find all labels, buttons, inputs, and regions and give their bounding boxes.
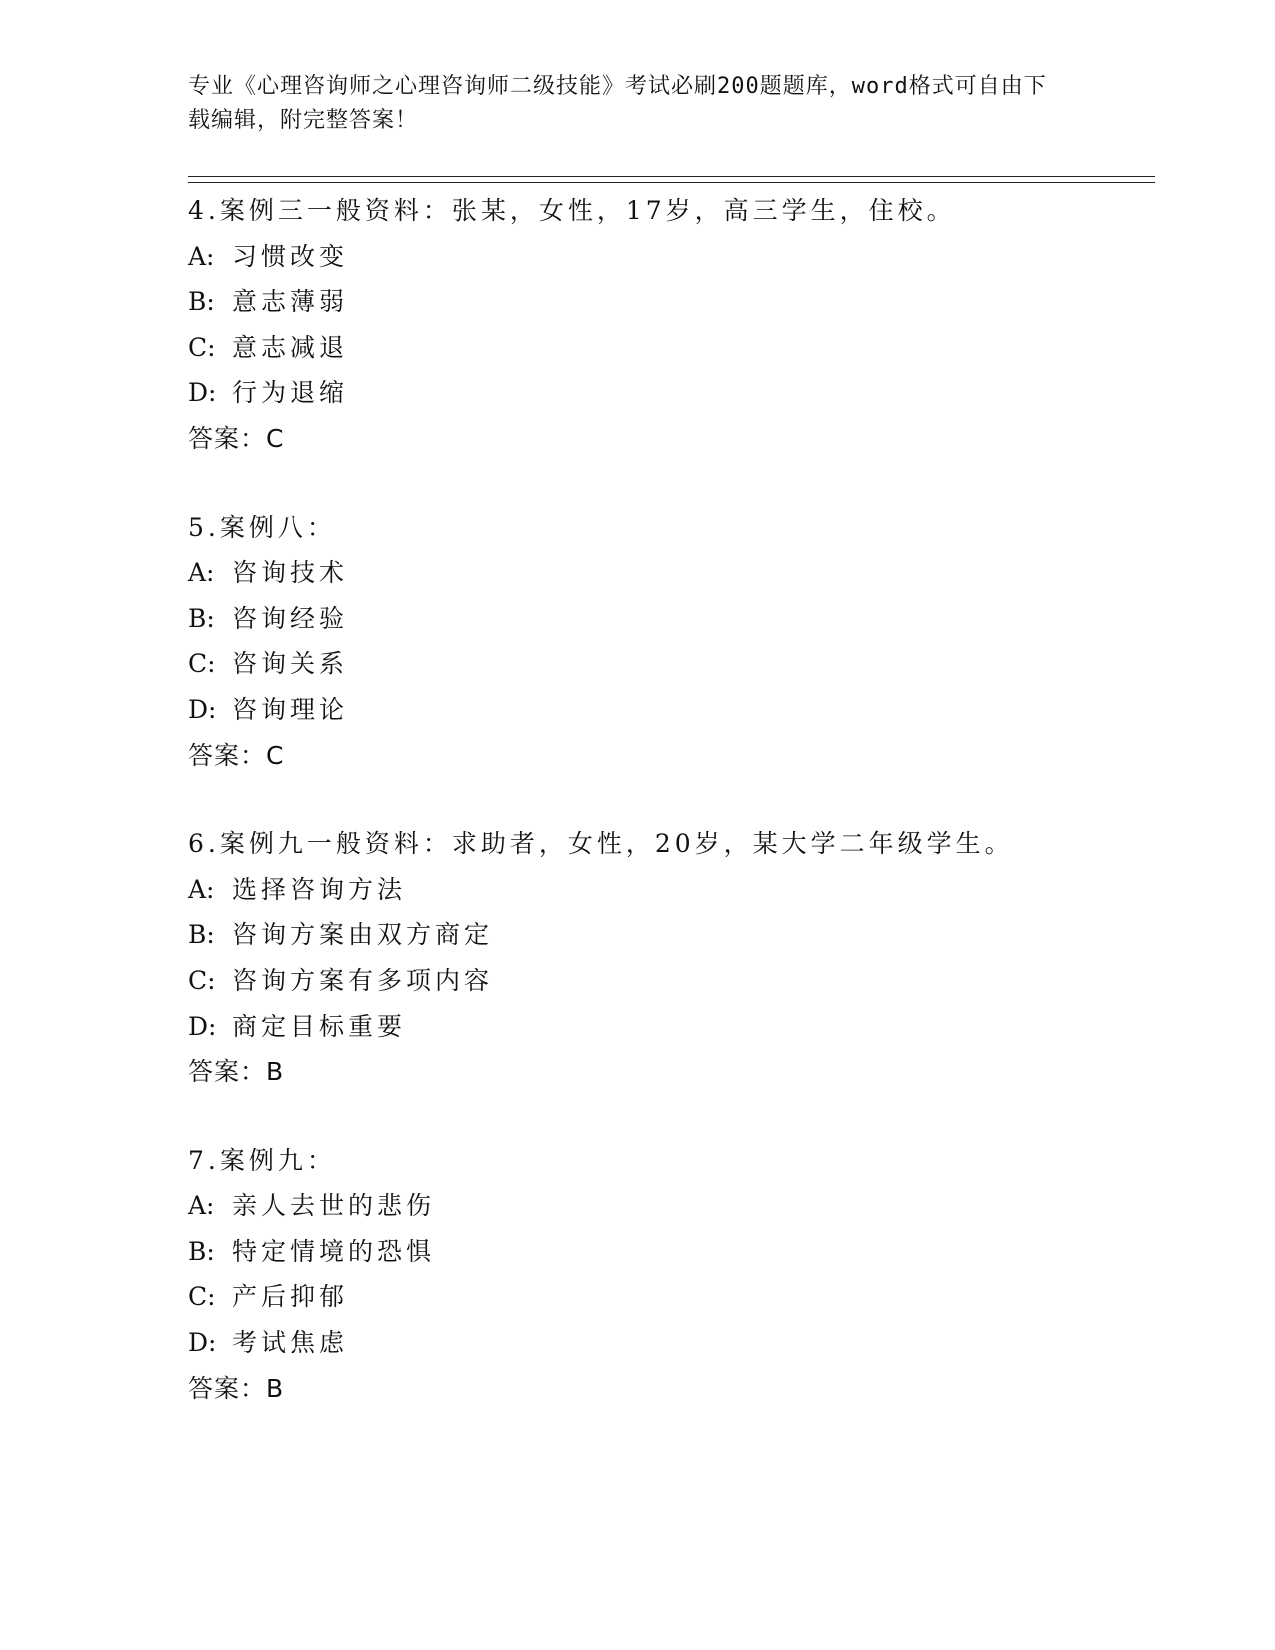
answer-line: 答案：C: [188, 423, 285, 453]
option-a: [188, 550, 1155, 596]
option-b: [188, 279, 1155, 325]
option-letter: B:: [188, 1236, 215, 1266]
option-text: 产后抑郁: [232, 1282, 349, 1312]
option-text: 亲人去世的悲伤: [232, 1191, 436, 1221]
option-d: [188, 370, 1155, 416]
option-text: 选择咨询方法: [232, 874, 407, 904]
document-header-note: 专业《心理咨询师之心理咨询师二级技能》考试必刷200题题库，word格式可自由下载编辑，附完整答案！: [188, 74, 1047, 133]
option-letter: A:: [188, 241, 215, 271]
option-text: 咨询技术: [232, 558, 349, 588]
option-letter: A:: [188, 1191, 215, 1221]
option-b: [188, 912, 1155, 958]
option-c: [188, 1274, 1155, 1320]
option-text: 咨询经验: [232, 603, 349, 633]
option-c: [188, 958, 1155, 1004]
option-letter: A:: [188, 874, 215, 904]
option-text: 意志薄弱: [232, 287, 349, 317]
option-text: 考试焦虑: [232, 1328, 349, 1358]
option-letter: C:: [188, 649, 216, 679]
option-d: [188, 1320, 1155, 1366]
option-letter: D:: [188, 694, 217, 724]
question-item: [188, 188, 1155, 462]
answer-line: 答案：B: [188, 1057, 285, 1087]
option-letter: D:: [188, 1328, 217, 1358]
answer-line: 答案：B: [188, 1373, 285, 1403]
option-letter: B:: [188, 920, 215, 950]
question-item: [188, 821, 1155, 1095]
option-text: 行为退缩: [232, 378, 349, 408]
option-letter: B:: [188, 603, 215, 633]
option-letter: C:: [188, 332, 216, 362]
question-stem: 4.案例三一般资料：张某，女性，17岁，高三学生，住校。: [188, 196, 956, 225]
option-d: [188, 687, 1155, 733]
option-a: [188, 1183, 1155, 1229]
option-text: 咨询方案有多项内容: [232, 965, 494, 995]
header-divider-bottom: [188, 182, 1155, 183]
option-text: 意志减退: [232, 332, 349, 362]
option-letter: C:: [188, 1282, 216, 1312]
question-stem: 5.案例八：: [188, 512, 336, 542]
option-letter: A:: [188, 558, 215, 588]
answer-line: 答案：C: [188, 740, 285, 770]
option-letter: D:: [188, 1011, 217, 1041]
option-letter: C:: [188, 965, 216, 995]
question-stem: 7.案例九：: [188, 1145, 336, 1175]
option-b: [188, 1229, 1155, 1275]
question-item: [188, 1138, 1155, 1412]
question-stem: 6.案例九一般资料：求助者，女性，20岁，某大学二年级学生。: [188, 829, 1014, 859]
option-text: 习惯改变: [232, 241, 349, 271]
option-a: [188, 234, 1155, 280]
option-letter: B:: [188, 287, 215, 317]
option-d: [188, 1004, 1155, 1050]
question-list: [188, 188, 1155, 1454]
option-b: [188, 596, 1155, 642]
option-text: 咨询关系: [232, 649, 349, 679]
option-text: 咨询理论: [232, 694, 349, 724]
option-c: [188, 325, 1155, 371]
option-letter: D:: [188, 378, 217, 408]
option-a: [188, 867, 1155, 913]
option-text: 特定情境的恐惧: [232, 1236, 436, 1266]
option-text: 商定目标重要: [232, 1011, 407, 1041]
option-c: [188, 641, 1155, 687]
header-divider-top: [188, 176, 1155, 177]
option-text: 咨询方案由双方商定: [232, 920, 494, 950]
question-item: [188, 505, 1155, 779]
